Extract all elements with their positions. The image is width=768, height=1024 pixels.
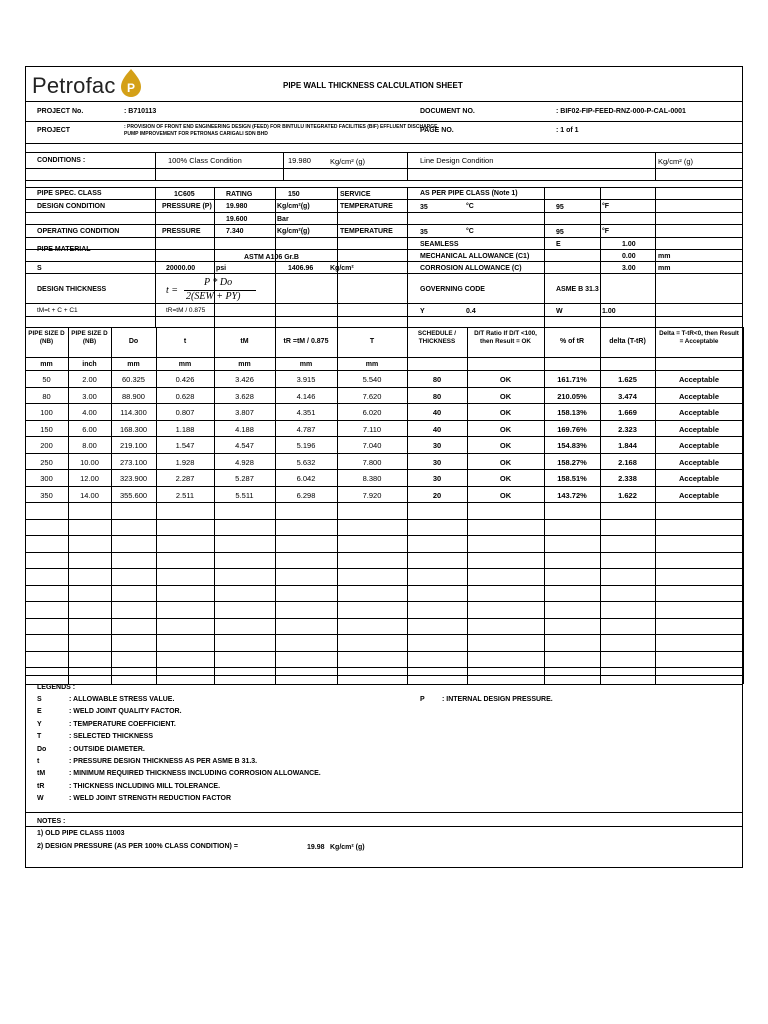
table-data-cell: 20 <box>432 490 442 500</box>
table-data-cell: 80 <box>432 375 442 384</box>
table-data-cell: 80 <box>432 391 442 401</box>
pipe-material-label: PIPE MATERIAL <box>37 246 91 253</box>
table-header-cell: tR =tM / 0.875 <box>283 338 329 345</box>
project-no-value: : B710113 <box>124 108 157 115</box>
table-data-cell: 1.547 <box>175 441 195 450</box>
table-data-cell: 5.632 <box>296 457 316 467</box>
op-pressure: 7.340 <box>226 228 244 235</box>
rating-label: RATING <box>226 191 253 198</box>
table-data-cell: 6.020 <box>362 408 382 417</box>
bar-unit: Bar <box>277 216 289 223</box>
class-pressure: 19.980 <box>288 156 311 165</box>
rule-line <box>25 152 743 153</box>
project-label: PROJECT <box>37 127 71 134</box>
rule-line <box>25 519 743 520</box>
note-2-unit: Kg/cm² (g) <box>330 844 365 851</box>
op-temp-label: TEMPERATURE <box>340 228 393 235</box>
table-data-cell: 50 <box>42 375 51 384</box>
project-no-label: PROJECT No. <box>37 108 84 115</box>
pipe-material-value: ASTM A106 Gr.B <box>244 254 299 261</box>
table-data-cell: 355.600 <box>119 490 148 500</box>
table-data-cell: 169.76% <box>557 424 587 434</box>
table-data-cell: OK <box>499 474 512 483</box>
table-header-cell: Delta = T-tR<0, then Result = Acceptable <box>659 330 739 345</box>
rule-line <box>25 486 743 487</box>
legend-description: : THICKNESS INCLUDING MILL TOLERANCE. <box>69 782 221 790</box>
table-data-cell: 7.620 <box>362 391 382 401</box>
table-data-cell: 8.380 <box>362 474 382 483</box>
rule-line <box>25 675 743 676</box>
table-header-cell: Do <box>128 338 139 345</box>
rule-line <box>25 585 743 586</box>
formula-lhs: t = <box>166 285 179 296</box>
table-data-cell: 1.625 <box>618 375 637 384</box>
rule-line <box>25 212 743 213</box>
legend-symbol: S <box>37 696 42 703</box>
table-data-cell: 4.146 <box>296 391 316 401</box>
mech-allowance-value: 0.00 <box>622 253 636 260</box>
table-unit-cell: mm <box>238 361 251 368</box>
corrosion-allowance-label: CORROSION ALLOWANCE (C) <box>420 265 522 272</box>
table-data-cell: 1.844 <box>618 441 637 450</box>
rule-line <box>25 121 743 122</box>
rule-line <box>25 634 743 635</box>
op-temp-f: 95 <box>556 229 564 236</box>
rule-line <box>600 187 601 327</box>
rule-line <box>25 601 743 602</box>
table-data-cell: 0.807 <box>175 408 195 417</box>
table-data-cell: 0.426 <box>175 375 195 384</box>
op-unit-f: °F <box>602 228 610 235</box>
legend-description: : TEMPERATURE COEFFICIENT. <box>69 720 176 728</box>
design-temp-label: TEMPERATURE <box>340 203 393 210</box>
rule-line <box>25 387 743 388</box>
table-unit-cell: mm <box>178 361 192 368</box>
rule-line <box>25 303 743 304</box>
design-temp-c: 35 <box>420 204 428 211</box>
s-kg-unit: Kg/cm² <box>330 265 354 272</box>
table-data-cell: 3.00 <box>82 391 97 401</box>
pipe-spec-value: 1C605 <box>174 191 195 198</box>
legend-description: : ALLOWABLE STRESS VALUE. <box>69 696 175 703</box>
class-condition: 100% Class Condition <box>168 156 242 165</box>
tr-formula: tR=tM / 0.875 <box>166 307 206 314</box>
table-data-cell: 350 <box>40 490 53 500</box>
table-data-cell: 7.800 <box>362 457 382 467</box>
table-data-cell: 10.00 <box>80 457 99 467</box>
table-header-cell: delta (T-tR) <box>609 338 646 345</box>
table-data-cell: 300 <box>40 474 53 483</box>
rule-line <box>25 199 743 200</box>
table-data-cell: OK <box>499 424 512 434</box>
corrosion-allowance-value: 3.00 <box>622 265 636 272</box>
table-data-cell: 80 <box>42 391 51 401</box>
class-unit: Kg/cm² (g) <box>330 157 366 166</box>
table-data-cell: 143.72% <box>557 490 587 500</box>
table-data-cell: 1.928 <box>175 457 195 467</box>
table-data-cell: 1.669 <box>618 408 637 417</box>
table-header-cell: T <box>369 338 375 345</box>
design-pressure-unit: Kg/cm²(g) <box>277 203 310 210</box>
table-data-cell: 168.300 <box>119 424 148 434</box>
rule-line <box>337 187 338 327</box>
document-no-value: : BIF02-FIP-FEED-RNZ-000-P-CAL-0001 <box>556 108 686 115</box>
rule-line <box>25 420 743 421</box>
table-data-cell: 2.323 <box>618 424 637 434</box>
table-data-cell: 1.188 <box>175 424 195 434</box>
table-data-cell: 150 <box>40 424 53 434</box>
table-data-cell: 273.100 <box>119 457 148 467</box>
seamless-label: SEAMLESS <box>420 241 459 248</box>
rule-line <box>25 249 743 250</box>
petrofac-logo-icon <box>119 68 143 98</box>
rule-line <box>25 568 743 569</box>
table-data-cell: 4.351 <box>296 408 316 417</box>
legend-description: : WELD JOINT STRENGTH REDUCTION FACTOR <box>69 795 232 803</box>
legends-title: LEGENDS : <box>37 684 76 691</box>
note-2-value: 19.98 <box>307 844 325 851</box>
legend-symbol: Do <box>37 745 47 753</box>
design-condition-label: DESIGN CONDITION <box>37 203 106 210</box>
rule-line <box>25 453 743 454</box>
w-value: 1.00 <box>602 308 616 315</box>
legend-description: : WELD JOINT QUALITY FACTOR. <box>69 708 182 716</box>
legend-p-text: : INTERNAL DESIGN PRESSURE. <box>442 696 553 703</box>
table-data-cell: 3.426 <box>235 375 254 384</box>
e-label: E <box>556 241 561 248</box>
op-pressure-label: PRESSURE <box>162 228 201 235</box>
table-data-cell: OK <box>499 375 512 384</box>
rule-line <box>25 180 743 181</box>
rule-line <box>25 502 743 503</box>
rule-line <box>25 101 743 102</box>
table-data-cell: Acceptable <box>678 457 720 467</box>
rule-line <box>155 152 156 180</box>
table-data-cell: 14.00 <box>80 490 99 500</box>
rule-line <box>25 237 743 238</box>
table-data-cell: 60.325 <box>122 375 145 384</box>
table-data-cell: Acceptable <box>678 375 720 384</box>
rule-line <box>25 436 743 437</box>
table-data-cell: 2.168 <box>618 457 637 467</box>
project-value-1: : PROVISION OF FRONT END ENGINEERING DESIGN (FEED) FOR BINTULU INTEGRATED FACILITIES (BIF) EFFLUENT DISCHARGE <box>124 124 438 130</box>
table-data-cell: 7.040 <box>362 441 382 450</box>
table-data-cell: 158.27% <box>557 457 587 467</box>
rule-line <box>544 187 545 327</box>
mech-allowance-label: MECHANICAL ALLOWANCE (C1) <box>420 253 530 260</box>
legend-description: : SELECTED THICKNESS <box>69 733 154 741</box>
table-data-cell: 161.71% <box>557 375 587 384</box>
s-label: S <box>37 265 42 272</box>
table-data-cell: 6.00 <box>82 424 97 434</box>
governing-code-label: GOVERNING CODE <box>420 286 485 293</box>
operating-condition-label: OPERATING CONDITION <box>37 228 120 235</box>
table-data-cell: 323.900 <box>119 474 148 483</box>
table-data-cell: OK <box>499 391 512 401</box>
rule-line <box>25 357 743 358</box>
formula-denominator: 2(SEW + PY) <box>186 291 241 302</box>
rule-line <box>25 273 743 274</box>
op-temp-c: 35 <box>420 229 428 236</box>
legend-symbol: tR <box>37 782 45 790</box>
table-data-cell: 200 <box>40 441 53 450</box>
op-pressure-unit: Kg/cm²(g) <box>277 228 310 235</box>
table-data-cell: 5.511 <box>235 490 254 500</box>
table-data-cell: 2.287 <box>175 474 195 483</box>
op-unit-c: °C <box>466 228 474 235</box>
rule-line <box>25 370 743 371</box>
table-data-cell: 30 <box>432 474 442 483</box>
legend-symbol: W <box>37 795 44 803</box>
y-label: Y <box>420 308 425 315</box>
rule-line <box>25 261 743 262</box>
legend-description: : OUTSIDE DIAMETER. <box>69 745 145 753</box>
rule-line <box>25 168 743 169</box>
table-data-cell: Acceptable <box>678 474 720 483</box>
pipe-spec-label: PIPE SPEC. CLASS <box>37 190 102 197</box>
table-unit-cell: mm <box>40 361 53 368</box>
table-data-cell: 3.628 <box>235 391 254 401</box>
rule-line <box>25 651 743 652</box>
rule-line <box>25 327 743 328</box>
table-header-cell: tM <box>240 338 249 345</box>
rule-line <box>407 152 408 180</box>
design-thickness-label: DESIGN THICKNESS <box>37 286 107 293</box>
table-data-cell: 5.196 <box>296 441 316 450</box>
legend-description: : PRESSURE DESIGN THICKNESS AS PER ASME B 31.3. <box>69 758 258 765</box>
note-1: 1) OLD PIPE CLASS 11003 <box>37 830 125 837</box>
table-unit-cell: mm <box>365 361 379 368</box>
unit-f: °F <box>602 203 610 210</box>
mech-mm: mm <box>658 253 671 260</box>
table-data-cell: 210.05% <box>557 391 587 401</box>
service-label: SERVICE <box>340 191 371 198</box>
rule-line <box>214 187 215 327</box>
line-unit: Kg/cm² (g) <box>658 157 694 166</box>
rule-line <box>25 552 743 553</box>
table-data-cell: OK <box>499 457 512 467</box>
table-data-cell: OK <box>499 441 512 450</box>
rule-line <box>283 152 284 180</box>
table-data-cell: 2.338 <box>618 474 637 483</box>
rule-line <box>25 667 743 668</box>
line-condition: Line Design Condition <box>420 156 494 165</box>
table-data-cell: 100 <box>40 408 53 417</box>
rule-line <box>25 812 743 813</box>
table-data-cell: 4.188 <box>235 424 254 434</box>
document-no-label: DOCUMENT NO. <box>420 108 475 115</box>
table-data-cell: 40 <box>432 424 442 434</box>
table-data-cell: 12.00 <box>80 474 99 483</box>
table-header-cell: % of tR <box>559 338 585 345</box>
brand-name: Petrofac <box>32 73 116 98</box>
table-data-cell: Acceptable <box>678 408 720 417</box>
design-temp-f: 95 <box>556 204 564 211</box>
page-no-label: PAGE NO. <box>420 127 454 134</box>
legend-p-symbol: P <box>420 696 425 703</box>
s-value: 20000.00 <box>166 265 196 272</box>
legend-symbol: Y <box>37 720 42 728</box>
rule-line <box>25 403 743 404</box>
table-data-cell: 5.287 <box>235 474 254 483</box>
design-pressure: 19.980 <box>226 203 248 210</box>
table-data-cell: 30 <box>432 457 442 467</box>
rule-line <box>25 143 743 144</box>
table-unit-cell: mm <box>127 361 140 368</box>
legend-symbol: tM <box>37 770 46 778</box>
table-data-cell: 158.51% <box>557 474 587 483</box>
table-header-cell: t <box>183 338 187 345</box>
table-data-cell: 7.110 <box>362 424 382 434</box>
design-pressure-bar: 19.600 <box>226 216 248 223</box>
w-label: W <box>556 308 563 315</box>
table-data-cell: 4.00 <box>82 408 97 417</box>
table-data-cell: 3.474 <box>618 391 637 401</box>
corr-mm: mm <box>658 265 671 272</box>
legend-symbol: E <box>37 708 42 716</box>
legend-description: : MINIMUM REQUIRED THICKNESS INCLUDING CORROSION ALLOWANCE. <box>69 770 321 778</box>
governing-code-value: ASME B 31.3 <box>556 286 599 293</box>
table-data-cell: 4.928 <box>235 457 254 467</box>
psi-unit: psi <box>216 265 227 272</box>
page-no-value: : 1 of 1 <box>556 127 579 134</box>
table-data-cell: 30 <box>432 441 442 450</box>
rule-line <box>25 535 743 536</box>
table-data-cell: 8.00 <box>82 441 97 450</box>
table-data-cell: 6.042 <box>296 474 316 483</box>
table-data-cell: 3.915 <box>296 375 316 384</box>
table-data-cell: 88.900 <box>122 391 145 401</box>
notes-title: NOTES : <box>37 818 66 825</box>
conditions-label: CONDITIONS : <box>37 157 86 164</box>
table-data-cell: 1.622 <box>618 490 637 500</box>
table-data-cell: Acceptable <box>678 490 720 500</box>
legend-symbol: t <box>37 758 40 765</box>
rule-line <box>25 826 743 827</box>
rule-line <box>25 316 743 317</box>
table-data-cell: 5.540 <box>362 375 382 384</box>
unit-c: °C <box>466 203 474 210</box>
table-unit-cell: inch <box>82 361 97 368</box>
pressure-p-label: PRESSURE (P) <box>162 203 212 210</box>
rule-line <box>743 327 744 684</box>
table-data-cell: 4.787 <box>296 424 316 434</box>
rating-value: 150 <box>288 191 300 198</box>
formula-numerator: P * Do <box>204 277 233 288</box>
table-data-cell: 2.511 <box>175 490 195 500</box>
sheet-title: PIPE WALL THICKNESS CALCULATION SHEET <box>283 81 463 90</box>
table-header-cell: PIPE SIZE D (NB) <box>71 330 108 345</box>
table-data-cell: Acceptable <box>678 441 720 450</box>
rule-line <box>155 187 156 327</box>
y-value: 0.4 <box>466 308 476 315</box>
e-value: 1.00 <box>622 241 636 248</box>
table-data-cell: OK <box>499 408 512 417</box>
table-header-cell: SCHEDULE / THICKNESS <box>417 330 457 345</box>
project-value-2: PUMP IMPROVEMENT FOR PETRONAS CARIGALI SDN BHD <box>124 131 268 137</box>
rule-line <box>407 187 408 327</box>
service-value: AS PER PIPE CLASS (Note 1) <box>420 190 518 197</box>
table-data-cell: 3.807 <box>235 408 254 417</box>
table-data-cell: Acceptable <box>678 391 720 401</box>
table-data-cell: OK <box>499 490 512 500</box>
rule-line <box>655 187 656 327</box>
rule-line <box>25 684 743 685</box>
rule-line <box>25 469 743 470</box>
table-data-cell: 0.628 <box>175 391 195 401</box>
table-data-cell: 250 <box>40 457 53 467</box>
table-data-cell: 114.300 <box>120 408 147 417</box>
table-data-cell: 6.298 <box>296 490 316 500</box>
rule-line <box>25 187 743 188</box>
table-data-cell: Acceptable <box>678 424 720 434</box>
table-data-cell: 40 <box>432 408 442 417</box>
table-data-cell: 158.13% <box>557 408 587 417</box>
rule-line <box>655 152 656 180</box>
legend-symbol: T <box>37 733 42 741</box>
table-data-cell: 154.83% <box>557 441 587 450</box>
table-unit-cell: mm <box>299 361 313 368</box>
table-header-cell: PIPE SIZE D (NB) <box>28 330 65 345</box>
svg-text:P: P <box>126 81 136 95</box>
rule-line <box>25 618 743 619</box>
table-data-cell: 4.547 <box>235 441 254 450</box>
table-data-cell: 219.100 <box>119 441 148 450</box>
table-header-cell: D/T Ratio If D/T <100, then Result = OK <box>474 330 537 345</box>
s-kg-value: 1406.96 <box>288 265 314 272</box>
note-2: 2) DESIGN PRESSURE (AS PER 100% CLASS CONDITION) = <box>37 843 238 850</box>
tm-formula: tM=t + C + C1 <box>37 307 78 314</box>
rule-line <box>25 224 743 225</box>
table-data-cell: 2.00 <box>82 375 97 384</box>
table-data-cell: 7.920 <box>362 490 382 500</box>
